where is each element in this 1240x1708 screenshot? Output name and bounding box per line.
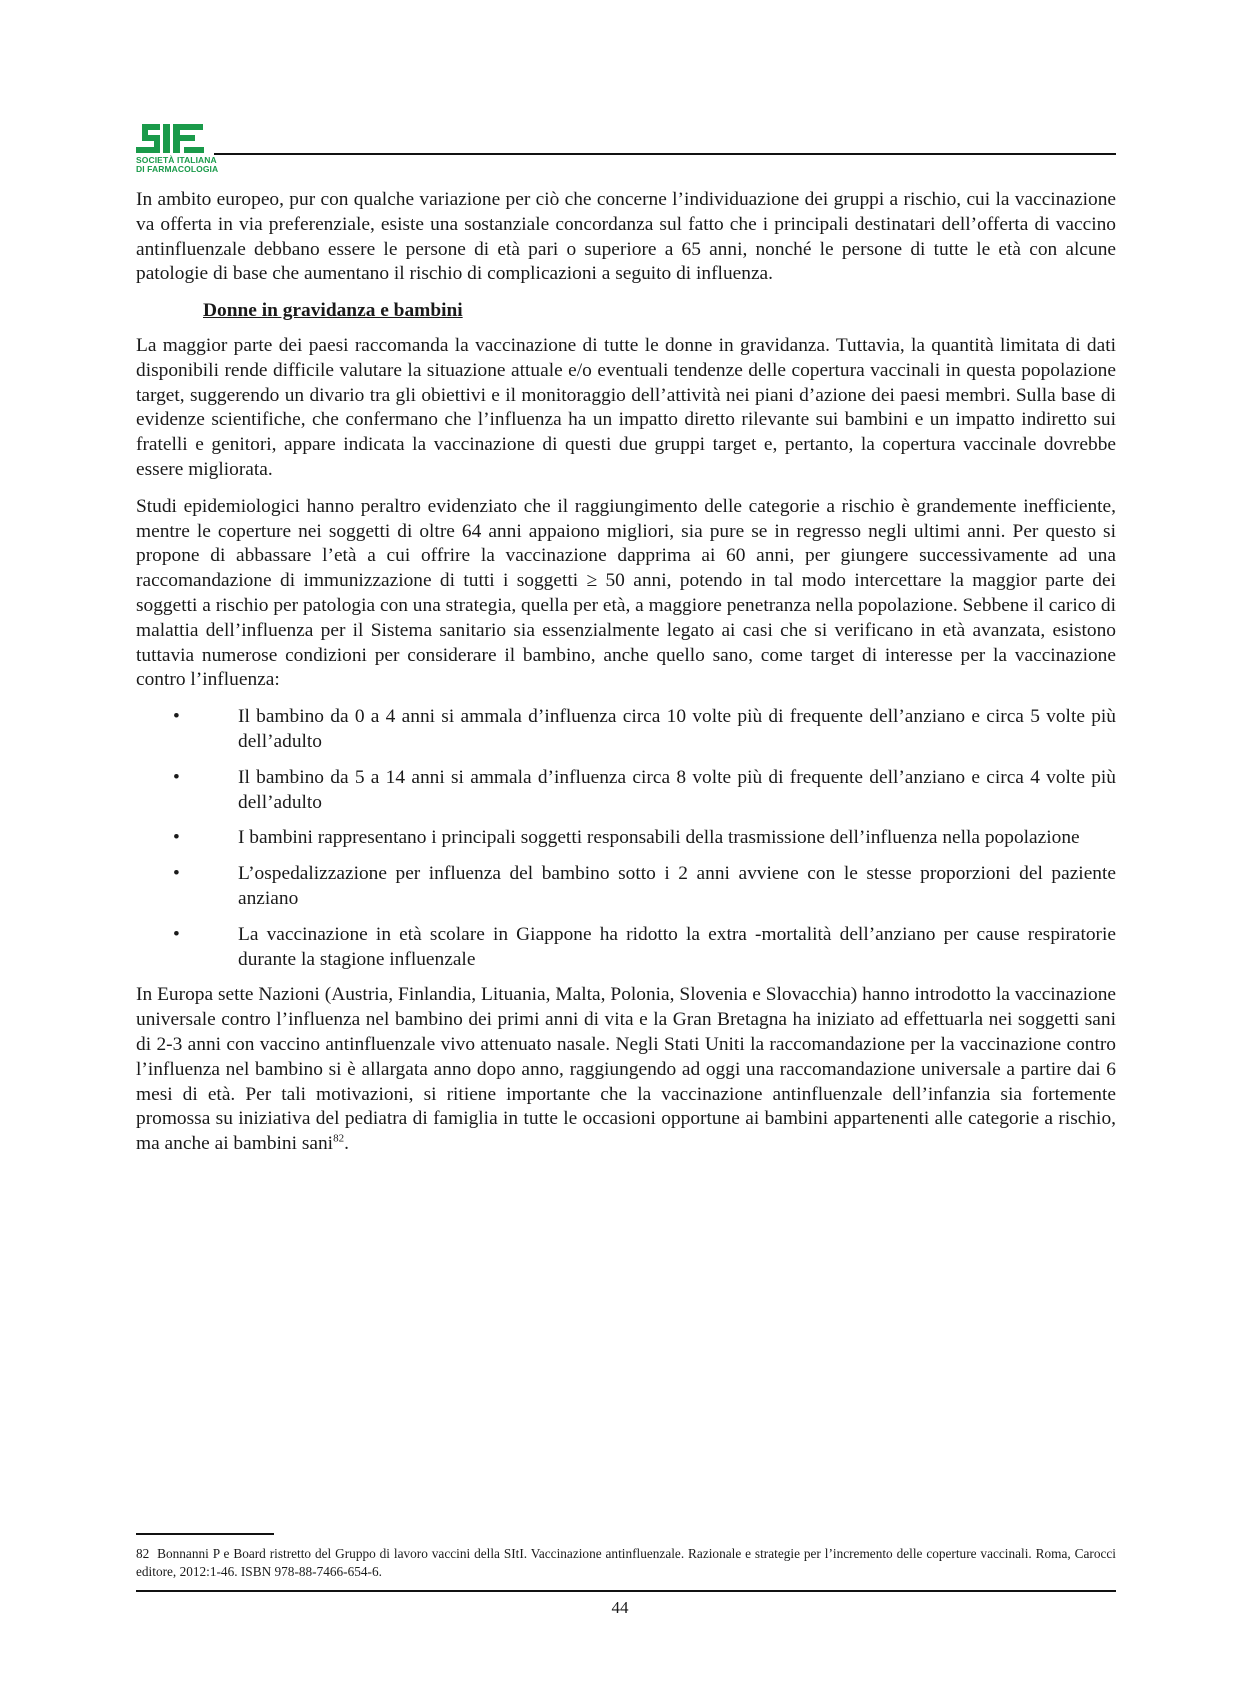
main-content [136,188,1116,1169]
footnote-reference[interactable]: 82 [333,1132,345,1145]
bullet-icon: • [173,863,180,885]
list-item [136,862,1116,912]
logo-line-2: DI FARMACOLOGIA [136,164,219,174]
page-number: 44 [611,1598,629,1617]
footer-rule [136,1590,1116,1592]
paragraph-3-end: . [344,1133,349,1155]
bullet-list [136,705,1116,972]
bullet-icon: • [173,923,180,945]
paragraph-2: Studi epidemiologici hanno peraltro evidenziato che il raggiungimento delle categorie a rischio è grandemente inefficiente, mentre le coperture nei soggetti di oltre 64 anni appaiono migliori, sia pure se in regresso negli ultimi anni. Per questo si propone di abbassare l’età a cui offrire la vaccinazione dapprima ai 60 anni, per giungere successivamente ad una raccomandazione di immunizzazione di tutti i soggetti ≥ 50 anni, potendo in tal modo intercettare la maggior parte dei soggetti a rischio per patologia con una strategia, quella per età, a maggiore penetranza nella popolazione. Sebbene il carico di malattia dell’influenza per il Sistema sanitario sia essenzialmente legato ai casi che si verificano in età avanzata, esistono tuttavia numerose condizioni per considerare il bambino, anche quello sano, come target di interesse per la vaccinazione contro l’influenza: [136,495,1116,691]
header-rule [214,153,1116,155]
bullet-icon: • [173,827,180,849]
list-item-text: L’ospedalizzazione per influenza del bambino sotto i 2 anni avviene con le stesse proporzioni del paziente anziano [238,863,1116,909]
section-heading: Donne in gravidanza e bambini [203,300,463,322]
footnote-number: 82 [136,1546,150,1561]
bullet-icon: • [173,706,180,728]
footnote-separator [136,1533,274,1535]
sif-logo-mark-icon [136,124,210,154]
paragraph-3 [136,983,1116,1157]
list-item-text: Il bambino da 0 a 4 anni si ammala d’influenza circa 10 volte più di frequente dell’anziano e circa 5 volte più dell’adulto [238,706,1116,752]
intro-paragraph: In ambito europeo, pur con qualche variazione per ciò che concerne l’individuazione dei gruppi a rischio, cui la vaccinazione va offerta in via preferenziale, esiste una sostanziale concordanza sul fatto che i principali destinatari dell’offerta di vaccino antinfluenzale debbano essere le persone di età pari o superiore a 65 anni, nonché le persone di tutte le età con alcune patologie di base che aumentano il rischio di complicazioni a seguito di influenza. [136,189,1116,285]
list-item-text: I bambini rappresentano i principali soggetti responsabili della trasmissione dell’influenza nella popolazione [238,827,1080,849]
list-item [136,705,1116,755]
logo-caption [136,156,218,174]
list-item [136,826,1116,851]
bullet-icon: • [173,766,180,788]
list-item-text: Il bambino da 5 a 14 anni si ammala d’influenza circa 8 volte più di frequente dell’anziano e circa 4 volte più dell’adulto [238,766,1116,813]
footnote-text: Bonnanni P e Board ristretto del Gruppo di lavoro vaccini della SItI. Vaccinazione antinfluenzale. Razionale e strategie per l’incremento delle coperture vaccinali. Roma, Carocci editore, 2012:1-46. ISBN 978-88-7466-654-6. [136,1546,1116,1579]
list-item [136,923,1116,973]
sif-logo [136,124,219,180]
list-item [136,766,1116,816]
list-item-text: La vaccinazione in età scolare in Giappone ha ridotto la extra -mortalità dell’anziano per cause respiratorie durante la stagione influenzale [238,923,1116,970]
logo-line-1: SOCIETÀ ITALIANA [136,155,217,165]
page-header [136,124,1116,180]
paragraph-1: La maggior parte dei paesi raccomanda la vaccinazione di tutte le donne in gravidanza. Tuttavia, la quantità limitata di dati disponibili rende difficile valutare la situazione attuale e/o eventuali tendenze delle copertura vaccinali in questa popolazione target, suggerendo un divario tra gli obiettivi e il monitoraggio dell’attività nei piani d’azione dei paesi membri. Sulla base di evidenze scientifiche, che confermano che l’influenza ha un impatto diretto rilevante sui bambini e un impatto indiretto sui fratelli e genitori, appare indicata la vaccinazione di questi due gruppi target e, pertanto, la copertura vaccinale dovrebbe essere migliorata. [136,334,1116,480]
footnote [136,1545,1116,1581]
paragraph-3-text: In Europa sette Nazioni (Austria, Finlandia, Lituania, Malta, Polonia, Slovenia e Slovacchia) hanno introdotto la vaccinazione universale contro l’influenza nel bambino dei primi anni di vita e la Gran Bretagna ha iniziato ad effettuarla nei soggetti sani di 2-3 anni con vaccino antinfluenzale vivo attenuato nasale. Negli Stati Uniti la raccomandazione per la vaccinazione contro l’influenza nel bambino si è allargata anno dopo anno, raggiungendo ad oggi una raccomandazione universale a partire dai 6 mesi di età. Per tali motivazioni, si ritiene importante che la vaccinazione antinfluenzale dell’infanzia sia fortemente promossa su iniziativa del pediatra di famiglia in tutte le occasioni opportune ai bambini appartenenti alle categorie a rischio, ma anche ai bambini sani [136,984,1116,1155]
